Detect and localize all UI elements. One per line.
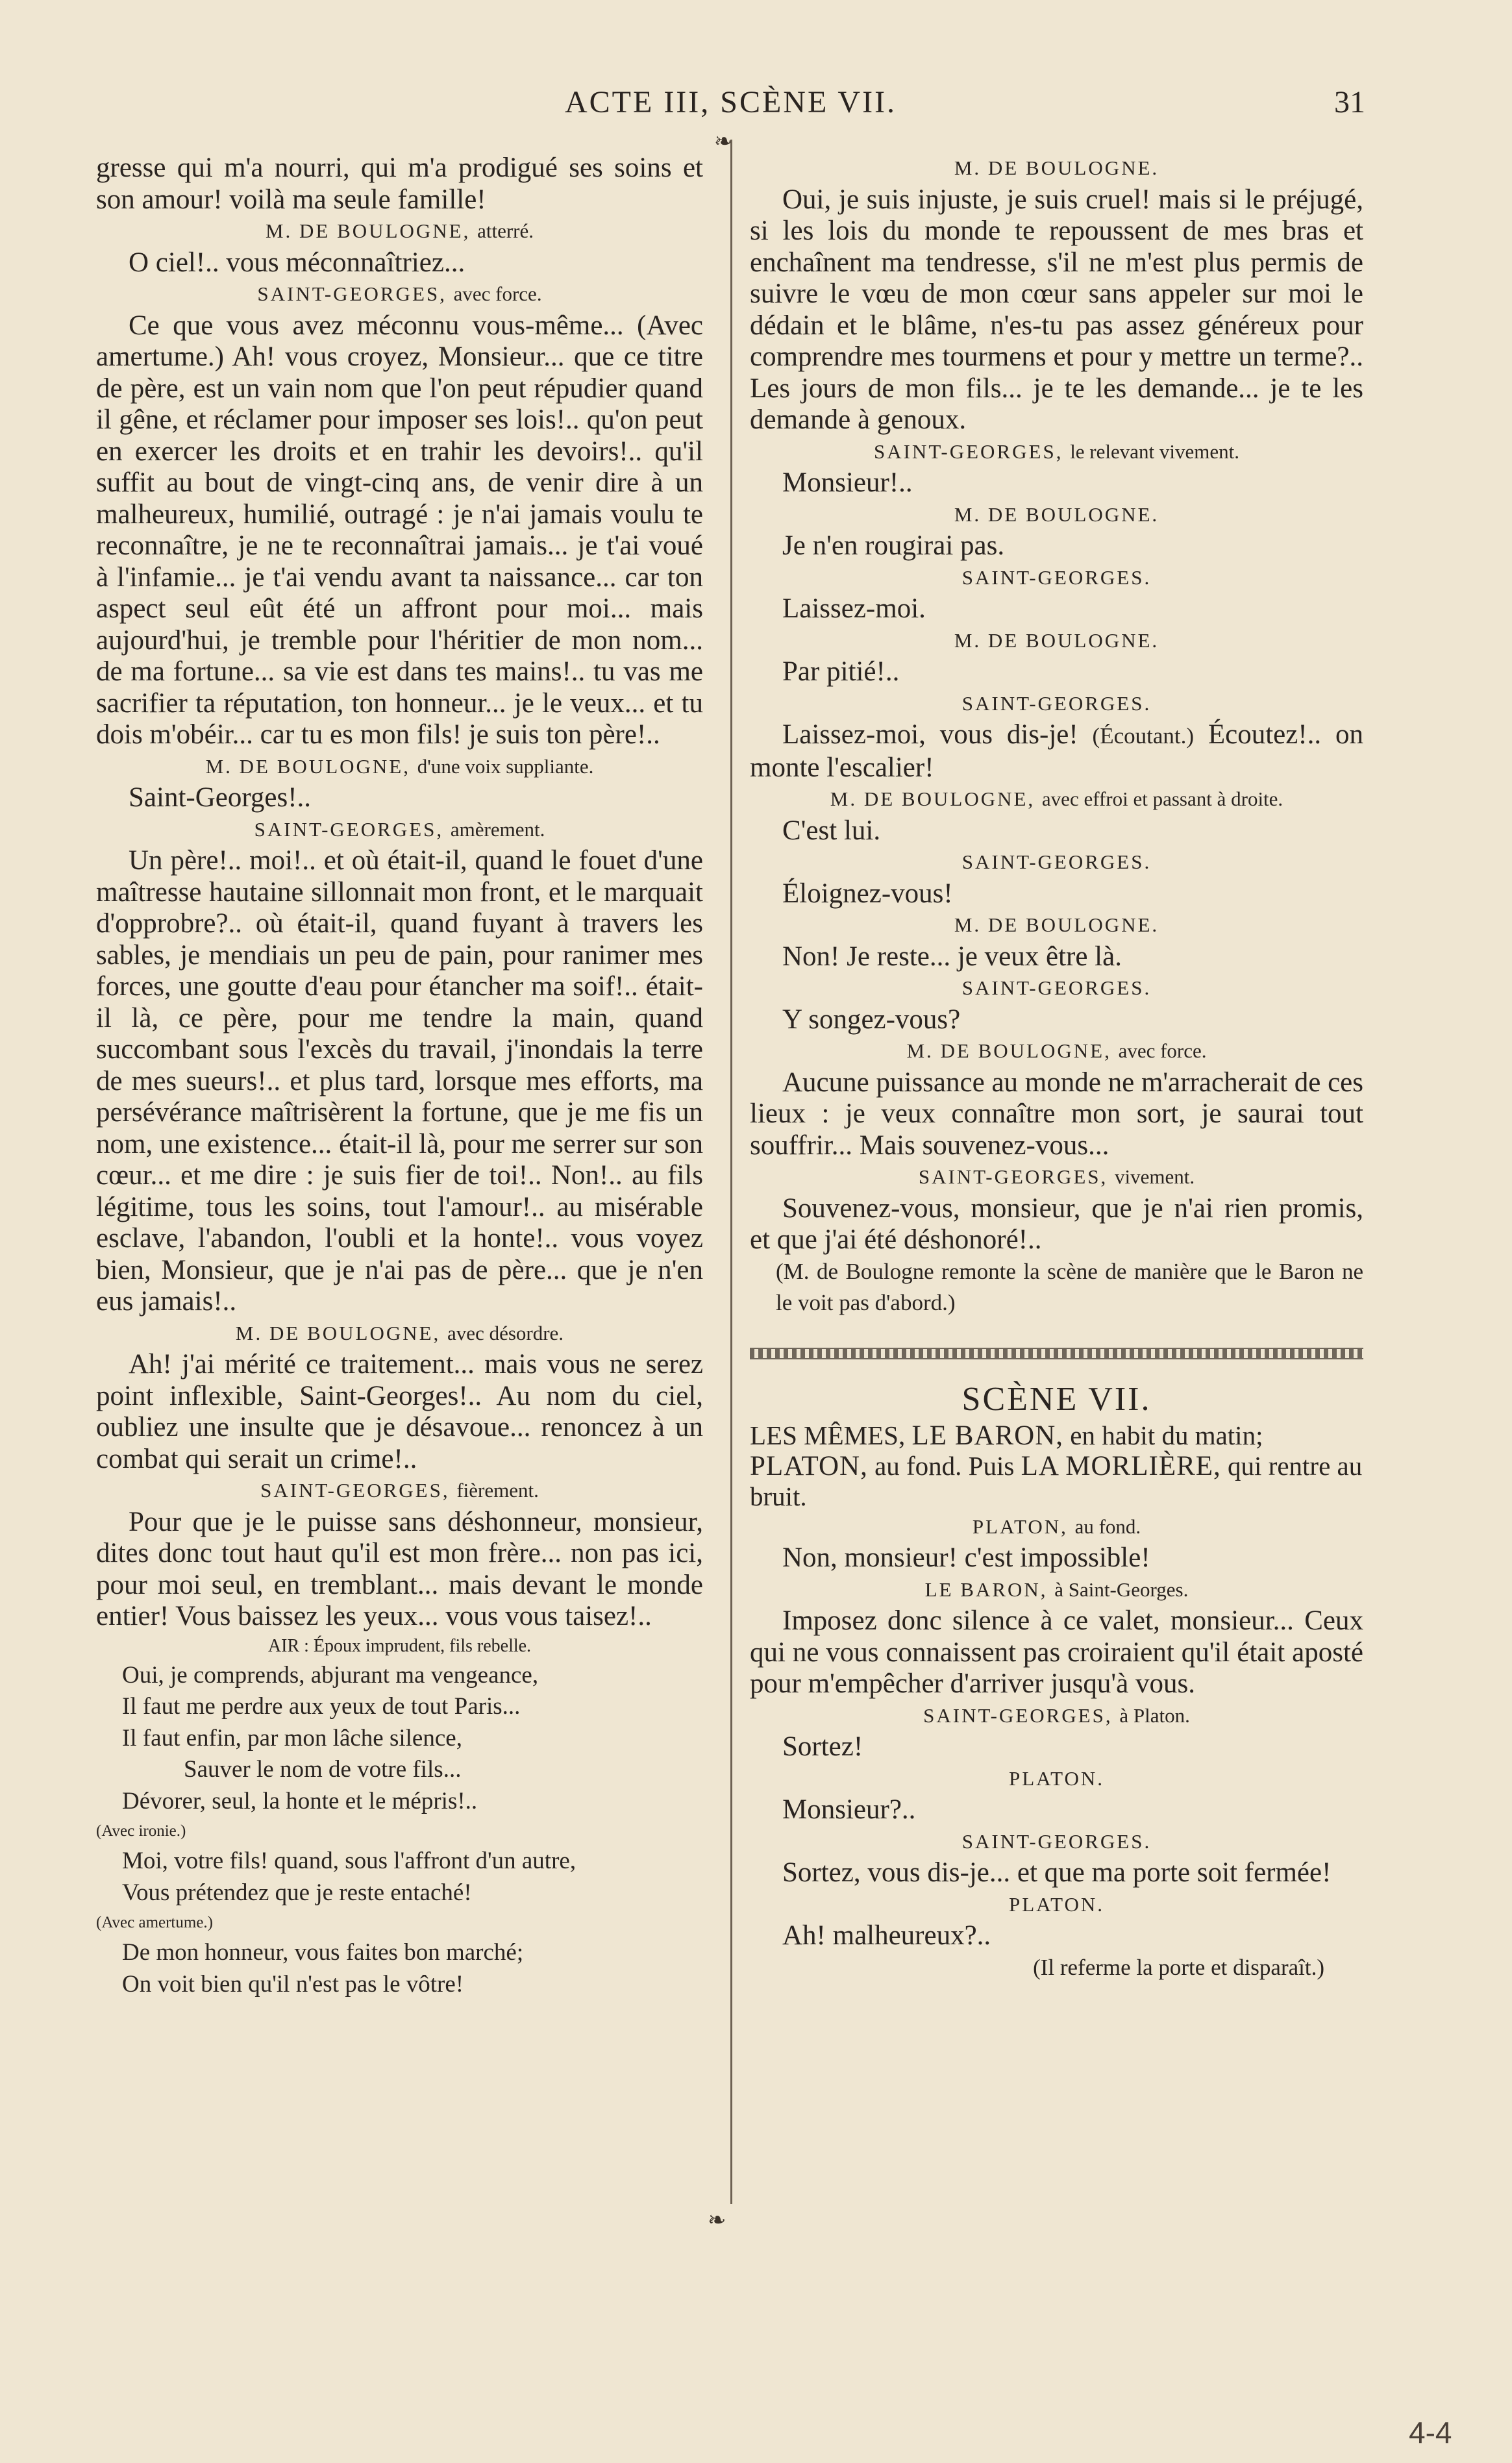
speaker-name: M. DE BOULOGNE, <box>906 1039 1111 1062</box>
speaker-line <box>96 1318 703 1350</box>
speaker-line <box>96 814 703 846</box>
dialogue-text: Ce que vous avez méconnu vous-même... (Avec amertume.) Ah! vous croyez, Monsieur... que ce titre de père, est un vain nom que l'on peut répudier quand il gêne, et réclamer pour imposer ses lois!.. qu'on peut en exercer les droits et en trahir les devoirs!.. qu'il suffit au bout de vingt-cinq ans, de venir dire à un malheureux, humilié, outragé : je n'ai jamais voulu te reconnaître, je ne te reconnaîtrai jamais... je t'ai voué à l'infamie... je t'ai vendu avant ta naissance... car ton aspect seul eût été un affront pour moi... mais aujourd'hui, je tremble pour l'héritier de mon nom... de ma fortune... sa vie est dans tes mains!.. tu vas me sacrifier ta réputation, ton honneur... je le veux... et tu dois m'obéir... car tu es mon fils! je suis ton père!.. <box>96 310 703 750</box>
verse-line: Moi, votre fils! quand, sous l'affront d'un autre, <box>122 1848 576 1874</box>
speaker-name: SAINT-GEORGES. <box>961 565 1152 589</box>
speaker-line <box>750 847 1363 878</box>
stage-direction: avec effroi et passant à droite. <box>1041 787 1283 810</box>
dialogue-text: O ciel!.. vous méconnaîtriez... <box>129 247 465 278</box>
stage-direction: fièrement. <box>456 1479 539 1502</box>
dialogue-text <box>750 719 1363 784</box>
page-header <box>0 78 1512 130</box>
stage-direction: d'une voix suppliante. <box>417 754 594 778</box>
speaker-name: M. DE BOULOGNE. <box>954 502 1159 526</box>
speaker-line <box>750 625 1363 657</box>
stage-direction-block: (M. de Boulogne remonte la scène de manière que le Baron ne le voit pas d'abord.) <box>776 1258 1363 1315</box>
speaker-line <box>750 1763 1363 1795</box>
speaker-line <box>96 278 703 310</box>
cast-direction: au fond. Puis <box>874 1450 1015 1481</box>
cast-direction: qui rentre au bruit. <box>750 1450 1363 1511</box>
speaker-line <box>96 751 703 783</box>
dialogue-text: Imposez donc silence à ce valet, monsieur... Ceux qui ne vous connaissent pas croiraient qu'il était aposté pour m'empêcher d'arriver jusqu'à vous. <box>750 1605 1363 1699</box>
speaker-line <box>750 1826 1363 1858</box>
dialogue-text: Y songez-vous? <box>782 1004 961 1035</box>
cast-entry: LES MÊMES, <box>750 1420 906 1450</box>
cast-list <box>750 1420 1363 1511</box>
verse-line: Il faut enfin, par mon lâche silence, <box>122 1724 462 1751</box>
dialogue-text: C'est lui. <box>782 815 881 846</box>
dialogue-text: Un père!.. moi!.. et où était-il, quand le fouet d'une maîtresse hautaine sillonnait mon front, et le marquait d'opprobre?.. où était-il, quand fuyant à travers les sables, je mendiais un peu de pain, pour ranimer mes forces, une goutte d'eau pour étancher ma soif!.. était-il là, ce père, pour me tendre la main, quand succombant sous l'excès du travail, j'inondais la terre de mes sueurs!.. et plus tard, lorsque mes efforts, ma persévérance maîtrisèrent la fortune, que je me fis un nom, une existence... était-il là, pour me serrer sur son cœur... et me dire : je suis fier de toi!.. Non!.. au fils légitime, tous les soins, tout l'amour!.. au misérable esclave, l'abandon, l'oubli et la honte!.. vous voyez bien, Monsieur, que je n'ai pas de père... que je n'en eus jamais!.. <box>96 845 703 1317</box>
right-column <box>750 153 1363 1983</box>
verse-stage-direction: (Avec ironie.) <box>96 1822 186 1840</box>
verse-line: Vous prétendez que je reste entaché! <box>122 1879 472 1906</box>
stage-direction: avec force. <box>453 282 542 305</box>
speaker-line <box>750 1035 1363 1067</box>
speaker-name: SAINT-GEORGES. <box>961 691 1152 715</box>
speaker-name: PLATON. <box>1008 1766 1105 1790</box>
speaker-name: M. DE BOULOGNE, <box>830 787 1035 810</box>
dialogue-text: Non, monsieur! c'est impossible! <box>782 1542 1150 1573</box>
speaker-name: SAINT-GEORGES, <box>257 282 447 305</box>
scene-separator-rule <box>750 1348 1363 1359</box>
speaker-line <box>750 688 1363 720</box>
speaker-line <box>750 1574 1363 1606</box>
song-air-title: AIR : Époux imprudent, fils rebelle. <box>267 1635 532 1656</box>
stage-direction: le relevant vivement. <box>1070 439 1239 463</box>
dialogue-text: Sortez! <box>782 1731 863 1762</box>
cast-direction: en habit du matin; <box>1070 1420 1263 1450</box>
speaker-line <box>750 1889 1363 1921</box>
speaker-line <box>96 1475 703 1507</box>
speaker-line <box>750 972 1363 1004</box>
dialogue-text: Saint-Georges!.. <box>129 782 312 813</box>
dialogue-text: Laissez-moi. <box>782 593 926 624</box>
speaker-name: SAINT-GEORGES, <box>918 1165 1108 1188</box>
speaker-name: M. DE BOULOGNE. <box>954 628 1159 652</box>
speaker-name: SAINT-GEORGES, <box>873 439 1063 463</box>
dialogue-text: Souvenez-vous, monsieur, que je n'ai rien promis, et que j'ai été déshonoré!.. <box>750 1193 1363 1255</box>
handwritten-margin-note: 4-4 <box>1409 2416 1452 2449</box>
speaker-name: M. DE BOULOGNE, <box>235 1321 441 1344</box>
dialogue-text: Sortez, vous dis-je... et que ma porte soit fermée! <box>782 1857 1332 1888</box>
speaker-line <box>750 784 1363 815</box>
speaker-line <box>750 1700 1363 1732</box>
speaker-name: SAINT-GEORGES. <box>961 1829 1152 1853</box>
dialogue-fragment: Laissez-moi, vous dis-je! <box>782 719 1078 750</box>
verse-stage-direction: (Avec amertume.) <box>96 1914 213 1931</box>
page-number: 31 <box>1334 85 1365 119</box>
stage-direction: avec désordre. <box>447 1321 564 1344</box>
dialogue-text: Ah! malheureux?.. <box>782 1920 991 1951</box>
speaker-line <box>750 499 1363 531</box>
dialogue-fragment: Écoutez!.. on monte l'escalier! <box>750 719 1364 783</box>
stage-direction: à Platon. <box>1119 1703 1190 1727</box>
speaker-name: PLATON. <box>1008 1892 1105 1916</box>
stage-direction: (Écoutant.) <box>1092 723 1195 749</box>
speaker-name: M. DE BOULOGNE, <box>265 219 471 242</box>
stage-direction: vivement. <box>1115 1165 1195 1188</box>
cast-entry: LA MORLIÈRE, <box>1021 1450 1221 1481</box>
stage-direction-block: (Il referme la porte et disparaît.) <box>1033 1954 1324 1980</box>
dialogue-text: gresse qui m'a nourri, qui m'a prodigué ses soins et son amour! voilà ma seule famille! <box>96 153 703 215</box>
dialogue-text: Ah! j'ai mérité ce traitement... mais vous ne serez point inflexible, Saint-Georges!.. Au nom du ciel, oubliez une insulte que je désavoue... renoncez à un combat qui serait un crime!.. <box>96 1349 703 1474</box>
speaker-line <box>750 562 1363 594</box>
scene-title: SCÈNE VII. <box>961 1380 1152 1418</box>
dialogue-text: Éloignez-vous! <box>782 878 953 909</box>
verse-line: Oui, je comprends, abjurant ma vengeance, <box>122 1661 539 1689</box>
speaker-name: SAINT-GEORGES, <box>923 1703 1113 1727</box>
speaker-line <box>750 910 1363 941</box>
verse-line: Dévorer, seul, la honte et le mépris!.. <box>122 1787 478 1814</box>
speaker-line <box>750 1161 1363 1193</box>
speaker-name: SAINT-GEORGES, <box>260 1479 450 1502</box>
stage-direction: avec force. <box>1118 1039 1207 1062</box>
speaker-line <box>750 1511 1363 1543</box>
dialogue-text: Par pitié!.. <box>782 656 900 687</box>
stage-direction: atterré. <box>477 219 534 242</box>
stage-direction: à Saint-Georges. <box>1054 1578 1189 1601</box>
speaker-name: SAINT-GEORGES. <box>961 976 1152 999</box>
dialogue-text: Non! Je reste... je veux être là. <box>782 941 1122 972</box>
speaker-name: SAINT-GEORGES. <box>961 850 1152 873</box>
stage-direction: au fond. <box>1074 1515 1141 1538</box>
speaker-name: SAINT-GEORGES, <box>254 817 444 841</box>
verse-line: Sauver le nom de votre fils... <box>184 1756 462 1783</box>
speaker-line <box>750 153 1363 184</box>
speaker-name: M. DE BOULOGNE. <box>954 156 1159 179</box>
dialogue-text: Pour que je le puisse sans déshonneur, monsieur, dites donc tout haut qu'il est mon frère... non pas ici, pour moi seul, en tremblant... mais devant le monde entier! Vous baissez les yeux... vous vous taisez!.. <box>96 1506 703 1631</box>
speaker-name: PLATON, <box>972 1515 1068 1538</box>
verse-line: De mon honneur, vous faites bon marché; <box>122 1939 524 1966</box>
running-title: ACTE III, SCÈNE VII. <box>565 85 897 119</box>
cast-entry: LE BARON, <box>911 1420 1064 1451</box>
left-column <box>96 153 703 2000</box>
cast-entry: PLATON, <box>750 1450 868 1481</box>
fleuron-ornament-icon: ❧ <box>708 2207 726 2233</box>
dialogue-text: Oui, je suis injuste, je suis cruel! mais si le préjugé, si les lois du monde te repoussent de mes bras et enchaînent ma tendresse, s'il ne m'est plus permis de suivre le vœu de mon cœur sans appeler sur moi le dédain et le blâme, n'es-tu pas assez généreux pour comprendre mes tourmens et pour y mettre un terme?.. Les jours de mon fils... je te les demande... je te les demande à genoux. <box>750 184 1363 435</box>
dialogue-text: Monsieur?.. <box>782 1794 916 1825</box>
verse-line: Il faut me perdre aux yeux de tout Paris... <box>122 1693 521 1720</box>
speaker-name: M. DE BOULOGNE. <box>954 913 1159 936</box>
speaker-line <box>750 436 1363 468</box>
stage-direction: amèrement. <box>450 817 545 841</box>
dialogue-text: Je n'en rougirai pas. <box>782 530 1005 561</box>
column-divider <box>730 140 732 2204</box>
dialogue-text: Monsieur!.. <box>782 467 913 498</box>
speaker-name: LE BARON, <box>924 1578 1048 1601</box>
dialogue-text: Aucune puissance au monde ne m'arracherait de ces lieux : je veux connaître mon sort, je saurai tout souffrir... Mais souvenez-vous... <box>750 1067 1363 1161</box>
speaker-line <box>96 216 703 247</box>
verse-line: On voit bien qu'il n'est pas le vôtre! <box>122 1970 464 1998</box>
fleuron-ornament-icon: ❧ <box>714 129 733 155</box>
speaker-name: M. DE BOULOGNE, <box>205 754 410 778</box>
